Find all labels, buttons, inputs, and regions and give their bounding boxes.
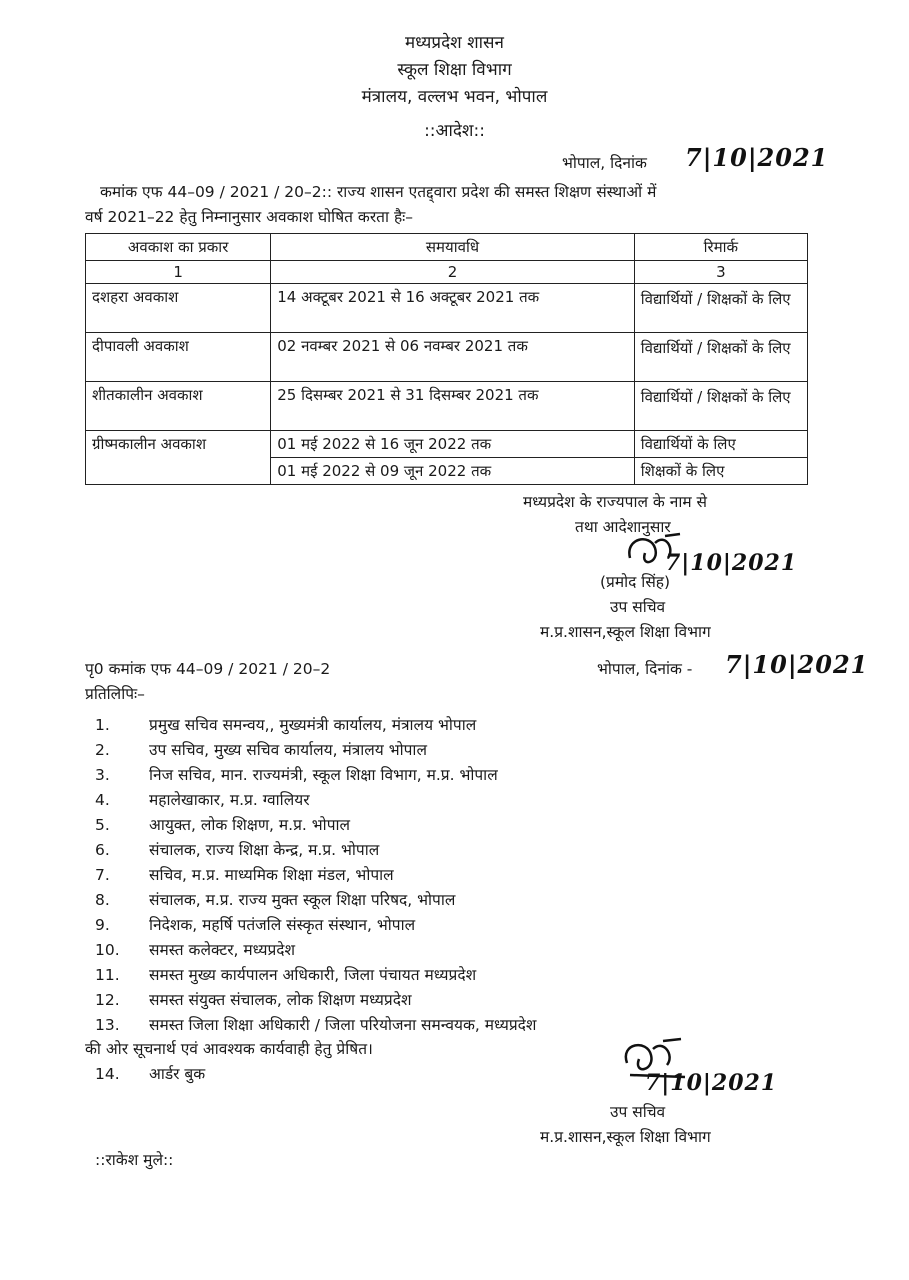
leave-period: 02 नवम्बर 2021 से 06 नवम्बर 2021 तक	[271, 333, 635, 382]
leave-remark: विद्यार्थियों / शिक्षकों के लिए	[634, 382, 807, 431]
list-item: 9. निदेशक, महर्षि पतंजलि संस्कृत संस्थान, भोपाल	[95, 916, 416, 934]
header-address: मंत्रालय, वल्लभ भवन, भोपाल	[361, 87, 548, 107]
authority-line1: मध्यप्रदेश के राज्यपाल के नाम से	[523, 493, 708, 511]
order-text-line2: वर्ष 2021–22 हेतु निम्नानुसार अवकाश घोषित करता हैः–	[85, 208, 414, 226]
list-item: 3. निज सचिव, मान. राज्यमंत्री, स्कूल शिक्षा विभाग, म.प्र. भोपाल	[95, 766, 498, 784]
col-number: 2	[271, 261, 635, 284]
order-text-line1: कमांक एफ 44–09 / 2021 / 20–2:: राज्य शासन एतद्द्वारा प्रदेश की समस्त शिक्षण संस्थाओं में	[100, 183, 657, 201]
order-title: ::आदेश::	[424, 121, 485, 141]
copy-handwritten-date: 7|10|2021	[725, 650, 869, 679]
header-government: मध्यप्रदेश शासन	[405, 33, 504, 53]
list-item: 2. उप सचिव, मुख्य सचिव कार्यालय, मंत्रालय भोपाल	[95, 741, 427, 759]
table-number-row	[86, 261, 808, 284]
table-row	[86, 382, 808, 431]
table-row	[86, 431, 808, 458]
authority-line2: तथा आदेशानुसार	[575, 518, 671, 536]
leave-period: 01 मई 2022 से 16 जून 2022 तक	[271, 431, 635, 458]
date-label: भोपाल, दिनांक	[562, 154, 647, 172]
signatory-office: म.प्र.शासन,स्कूल शिक्षा विभाग	[540, 623, 711, 641]
leave-period: 01 मई 2022 से 09 जून 2022 तक	[271, 458, 635, 485]
signature1-date: 7|10|2021	[665, 550, 798, 576]
col-number: 1	[86, 261, 271, 284]
signature2-designation: उप सचिव	[610, 1103, 666, 1121]
list-item: 1. प्रमुख सचिव समन्वय,, मुख्यमंत्री कार्यालय, मंत्रालय भोपाल	[95, 716, 477, 734]
copy-date-label: भोपाल, दिनांक -	[597, 660, 693, 678]
list-item: 13. समस्त जिला शिक्षा अधिकारी / जिला परियोजना समन्वयक, मध्यप्रदेश	[95, 1016, 537, 1034]
list-item: 6. संचालक, राज्य शिक्षा केन्द्र, म.प्र. भोपाल	[95, 841, 380, 859]
leave-remark: शिक्षकों के लिए	[634, 458, 807, 485]
list-item: 8. संचालक, म.प्र. राज्य मुक्त स्कूल शिक्षा परिषद, भोपाल	[95, 891, 456, 909]
leave-type: शीतकालीन अवकाश	[86, 382, 271, 431]
header-department: स्कूल शिक्षा विभाग	[397, 60, 512, 80]
list-item: 4. महालेखाकार, म.प्र. ग्वालियर	[95, 791, 310, 809]
list-item: 12. समस्त संयुक्त संचालक, लोक शिक्षण मध्यप्रदेश	[95, 991, 412, 1009]
typist-name: ::राकेश मुले::	[95, 1151, 174, 1169]
header-remark: रिमार्क	[634, 234, 807, 261]
list-item: 5. आयुक्त, लोक शिक्षण, म.प्र. भोपाल	[95, 816, 351, 834]
signature2-date: 7|10|2021	[645, 1070, 778, 1096]
leave-type: दीपावली अवकाश	[86, 333, 271, 382]
table-row	[86, 284, 808, 333]
leave-table	[85, 233, 808, 485]
header-period: समयावधि	[271, 234, 635, 261]
table-row	[86, 333, 808, 382]
leave-type: दशहरा अवकाश	[86, 284, 271, 333]
list-item: 7. सचिव, म.प्र. माध्यमिक शिक्षा मंडल, भोपाल	[95, 866, 394, 884]
signatory-designation: उप सचिव	[610, 598, 666, 616]
table-header-row	[86, 234, 808, 261]
leave-remark: विद्यार्थियों के लिए	[634, 431, 807, 458]
forwarding-line: की ओर सूचनार्थ एवं आवश्यक कार्यवाही हेतु प्रेषित।	[85, 1040, 373, 1058]
signature2-office: म.प्र.शासन,स्कूल शिक्षा विभाग	[540, 1128, 711, 1146]
leave-type: ग्रीष्मकालीन अवकाश	[86, 431, 271, 485]
leave-period: 25 दिसम्बर 2021 से 31 दिसम्बर 2021 तक	[271, 382, 635, 431]
signatory-name: (प्रमोद सिंह)	[600, 573, 671, 591]
list-item: 10. समस्त कलेक्टर, मध्यप्रदेश	[95, 941, 296, 959]
list-item: 14. आर्डर बुक	[95, 1065, 206, 1083]
leave-remark: विद्यार्थियों / शिक्षकों के लिए	[634, 333, 807, 382]
header-leave-type: अवकाश का प्रकार	[86, 234, 271, 261]
col-number: 3	[634, 261, 807, 284]
handwritten-date: 7|10|2021	[685, 143, 829, 172]
list-item: 11. समस्त मुख्य कार्यपालन अधिकारी, जिला पंचायत मध्यप्रदेश	[95, 966, 477, 984]
leave-period: 14 अक्टूबर 2021 से 16 अक्टूबर 2021 तक	[271, 284, 635, 333]
copy-reference: पृ0 कमांक एफ 44–09 / 2021 / 20–2	[85, 660, 331, 678]
copy-heading: प्रतिलिपिः–	[85, 685, 145, 703]
leave-remark: विद्यार्थियों / शिक्षकों के लिए	[634, 284, 807, 333]
